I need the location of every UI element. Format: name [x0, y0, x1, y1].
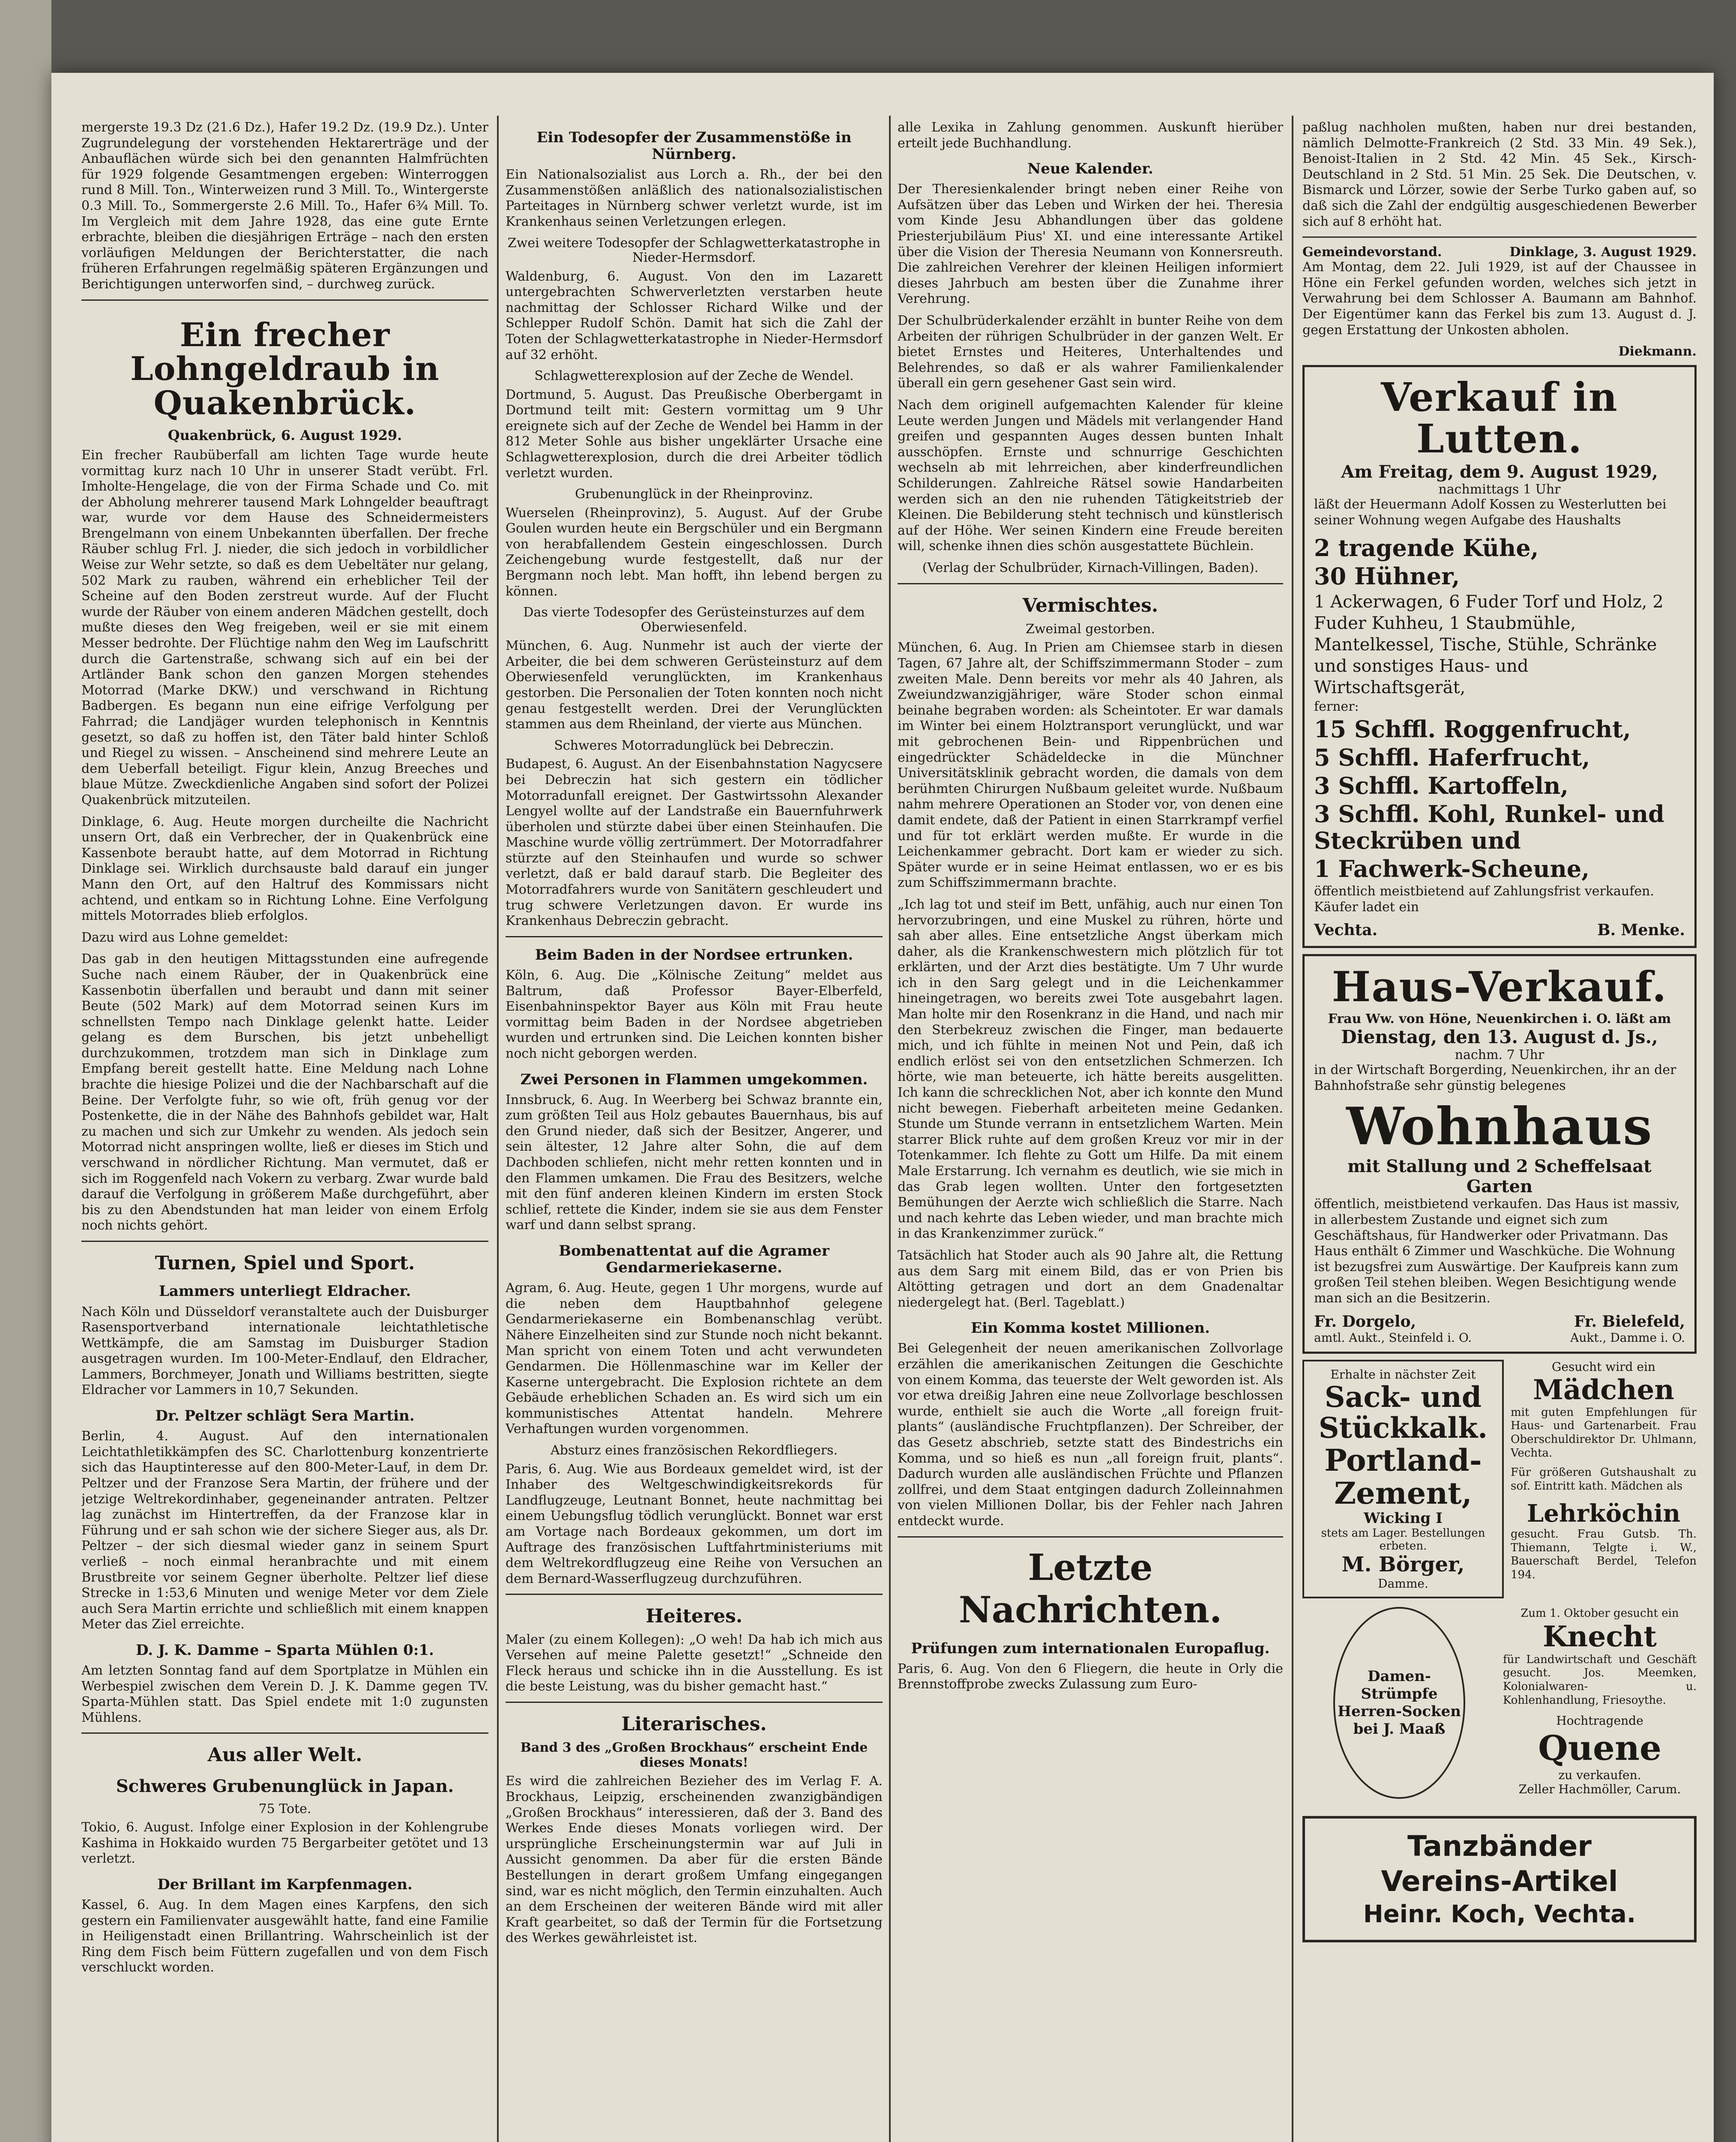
- ad-signature-row-2: [1314, 1331, 1685, 1345]
- subheading: Zweimal gestorben.: [1026, 621, 1155, 637]
- article-paragraph: Innsbruck, 6. Aug. In Weerberg bei Schwaz brannte ein, zum größten Teil aus Holz gebautes Bauernhaus, bis auf den Grund nieder, daß sich der Besitzer, Angerer, und sein ältester, 12 Jahre alter Sohn, die auf dem Dachboden schliefen, nicht mehr retten konnten und in den Flammen umkamen. Die Frau des Besitzers, welche mit den fünf anderen kleinen Kindern im ersten Stock schlief, rettete die Kinder, indem sie sie aus dem Fenster warf und dann selbst sprang.: [506, 1092, 883, 1233]
- ad-title: Quene: [1538, 1727, 1661, 1768]
- subheading: Schweres Grubenunglück in Japan.: [116, 1776, 454, 1796]
- article-paragraph: Das gab in den heutigen Mittagsstunden eine aufregende Suche nach einem Räuber, der in Quakenbrück eine Kassenbotin überfallen und beraubt und dann mit seiner Beute (502 Mark) auf dem Motorrad seinen Kurs im schnellsten Tempo nach Dinklage gelenkt hatte. Leider gelang es dem Burschen, bis jetzt unbehelligt durchzukommen, trotzdem man sich in Dinklage zum Empfang bereit gestellt hatte. Eine Meldung nach Lohne brachte die hiesige Polizei und die der Nachbarschaft auf die Beine. Der Verfolgte fuhr, so wie oft, früh genug vor der Postenkette, die in der Nähe des Bahnhofs gebildet war, Halt zu machen und sich zur Umkehr zu wenden. Als jedoch sein Motorrad nicht anspringen wollte, ließ er dieses im Stich und verschwand in nördlicher Richtung. Man vermutet, daß er sich im Roggenfeld nach Vokern zu verbarg. Zwar wurde bald darauf die Verfolgung in größerem Maße durchgeführt, aber bis zu den Abendstunden hat man leider von einem Erfolg noch nichts gehört.: [81, 951, 488, 1233]
- ad-big-word: Wohnhaus: [1346, 1096, 1653, 1157]
- ad-text: Erhalte in nächster Zeit: [1330, 1367, 1476, 1382]
- subheading: Das vierte Todesopfer des Gerüsteinsturzes auf dem Oberwiesenfeld.: [523, 605, 865, 635]
- ad-ferner: ferner:: [1314, 699, 1359, 714]
- dateline: Quakenbrück, 6. August 1929.: [168, 427, 402, 443]
- ad-date: Am Freitag, dem 9. August 1929,: [1341, 462, 1658, 482]
- ad-text: Zum 1. Oktober gesucht ein: [1520, 1606, 1679, 1620]
- ad-signer: Heinr. Koch, Vechta.: [1363, 1900, 1636, 1928]
- article-paragraph: München, 6. Aug. In Prien am Chiemsee starb in diesen Tagen, 67 Jahre alt, der Schiffszimmermann Stoder – zum zweiten Male. Denn bereits vor mehr als 40 Jahren, als Zweiundzwanzigjähriger, wäre Stoder schon einmal beinahe begraben worden: als Scheintoter. Er war damals im Winter bei einem Holztransport verunglückt, und war mit gebrochenen Bein- und Rippenbrüchen und eingedrückter Schädeldecke in die Münchner Universitätsklinik gebracht worden, die damals von dem berühmten Chirurgen Nußbaum geleitet wurde. Nußbaum nahm mehrere Operationen an Stoder vor, von denen eine damit endete, daß der Patient in einen Starrkrampf verfiel und für tot erklärt werden mußte. Er wurde in die Leichenkammer gebracht. Dort kam er wieder zu sich. Später wurde er in seine Heimat entlassen, wo er es bis zum Schiffszimmermann brachte.: [898, 640, 1283, 891]
- article-paragraph: Dinklage, 6. Aug. Heute morgen durcheilte die Nachricht unsern Ort, daß ein Verbrecher, der in Quakenbrück eine Kassenbote beraubt hatte, auf dem Motorrad in Richtung Dinklage sei. Wirklich durchsauste bald darauf ein junger Mann den Ort, auf den Haltruf des Kommissars nicht achtend, und entkam so in Richtung Lohne. Eine Verfolgung mittels Motorrades blieb erfolglos.: [81, 814, 488, 924]
- ad-text: Für größeren Gutshaushalt zu sof. Eintritt kath. Mädchen als: [1511, 1466, 1697, 1493]
- subheading: Lammers unterliegt Eldracher.: [159, 1283, 411, 1300]
- ad-text: Damen-Strümpfe: [1361, 1668, 1438, 1702]
- subheading: Absturz eines französischen Rekordfliegers.: [550, 1443, 838, 1458]
- section-heading-welt: Aus aller Welt.: [207, 1744, 362, 1766]
- article-paragraph: Berlin, 4. August. Auf den internationalen Leichtathletikkämpfen des SC. Charlottenburg konzentrierte sich das Hauptinteresse auf den 800-Meter-Lauf, in dem Dr. Peltzer und der Franzose Sera Martin, der frühere und der jetzige Weltrekordinhaber, gegeneinander antraten. Peltzer lag zunächst im Hintertreffen, da der Franzose klar in Führung und er sah schon wie der sichere Sieger aus, als Dr. Peltzer – der sich diesmal wieder ganz in seinem Spurt verließ – noch einmal heranbrachte und mit einem Brustbreite vor seinem Gegner überholte. Peltzer lief diese Strecke in 1:53,6 Minuten und wenige Meter vor dem Ziele auch Sera Martin errichte und schließlich mit einem knappen Meter das Ziel erreichte.: [81, 1429, 488, 1632]
- ad-place: Damme.: [1378, 1576, 1428, 1591]
- subheading: Neue Kalender.: [1027, 160, 1153, 178]
- ad-time: nachmittags 1 Uhr: [1438, 482, 1561, 497]
- headline-lohngeldraub: Ein frecher Lohngeldraub in Quakenbrück.: [130, 315, 440, 422]
- intro-text: mergerste 19.3 Dz (21.6 Dz.), Hafer 19.2 Dz. (19.9 Dz.). Unter Zugrundelegung der vorstehenden Hektarerträge und der Anbauflächen würde sich bei den genannten Halmfrüchten für 1929 folgende Gesamtmengen ergeben: Winterroggen rund 8 Mill. Ton., Winterweizen rund 3 Mill. To., Wintergerste 0.3 Mill. To., Sommergerste 2.6 Mill. To., Hafer 6¾ Mill. To. Im Vergleich mit dem Jahre 1928, das eine gute Ernte erbrachte, bleiben die diesjährigen Erträge – nach den ersten vorläufigen Meldungen der Berichterstatter, die nach früheren Erfahrungen regelmäßig späteren Ergänzungen und Berichtigungen unterworfen sind, – durchweg zurück.: [81, 120, 488, 292]
- ad-intro: läßt der Heuermann Adolf Kossen zu Westerlutten bei seiner Wohnung wegen Aufgabe des Haushalts: [1314, 497, 1667, 528]
- ad-text: für Landwirtschaft und Geschäft gesucht. Jos. Meemken, Kolonialwaren- u. Kohlenhandlung, Friesoythe.: [1503, 1653, 1697, 1707]
- section-heading-sport: Turnen, Spiel und Sport.: [155, 1252, 415, 1274]
- article-paragraph: „Ich lag tot und steif im Bett, unfähig, auch nur einen Ton hervorzubringen, und eine Muskel zu rühren, hörte und sah aber alles. Eine entsetzliche Angst überkam mich daher, als die Krankenschwestern mich plötzlich für tot erklärten, und der Arzt dies bestätigte. Um 7 Uhr wurde ich in den Sarg gelegt und in die Leichenkammer hineingetragen, wo bereits zwei Tote ausgebahrt lagen. Man holte mir den Rosenkranz in die Hand, und nach mir den Sterbekreuz zwischen die Finger, man bedauerte mich, und ich fühlte in meinen Not und Pein, daß ich endlich erlöst sei von den entsetzlichen Schmerzen. Ich hörte, wie man beteuerte, ich hätte bereits ausgelitten. Ich kann die schrecklichen Not, aber ich konnte den Mund nicht bewegen. Fieberhaft arbeiteten meine Gedanken. Stunde um Stunde verrann in entsetzlichem Warten. Mein starrer Blick ruhte auf dem großen Kreuz vor mir in der Totenkammer. Ich flehte zu Gott um Hilfe. Da mit einem Male Erstarrung. Ich vernahm es deutlich, wie sie mich in das Grab legen wollten. Unter den fortgesetzten Bemühungen der Aerzte wich schließlich die Starre. Nach und nach kehrte das Leben wieder, und man brachte mich in das Krankenzimmer zurück.“: [898, 897, 1283, 1242]
- ad-item: 3 Schffl. Kartoffeln,: [1314, 772, 1568, 799]
- section-heading-heiteres: Heiteres.: [646, 1605, 742, 1627]
- column-2: [506, 120, 883, 1952]
- ad-item: 1 Fachwerk-Scheune,: [1314, 855, 1589, 883]
- ad-title: Haus-Verkauf.: [1332, 963, 1667, 1011]
- ad-oval-frame: [1333, 1607, 1465, 1799]
- ad-title: Portland-Zement,: [1324, 1442, 1482, 1511]
- ad-text: stets am Lager. Bestellungen erbeten.: [1321, 1526, 1485, 1553]
- ad-haus-verkauf: [1302, 954, 1697, 1353]
- section-heading-letzte-nachrichten: Letzte Nachrichten.: [958, 1546, 1222, 1631]
- article-paragraph: Agram, 6. Aug. Heute, gegen 1 Uhr morgens, wurde auf die neben dem Hauptbahnhof gelegene Gendarmeriekaserne ein Bombenanschlag verübt. Nähere Einzelheiten sind zur Stunde noch nicht bekannt. Man spricht von einem Toten und acht verwundeten Gendarmen. Die Höllenmaschine war im Keller der Kaserne untergebracht. Die Explosion richtete an dem Gebäude erheblichen Schaden an. Es wird sich um ein kommunistisches Attentat handeln. Mehrere Verhaftungen wurden vorgenommen.: [506, 1280, 883, 1437]
- ad-signer: Zeller Hachmöller, Carum.: [1518, 1782, 1681, 1796]
- divider: [81, 1732, 488, 1734]
- small-ads-row-2: [1302, 1607, 1697, 1799]
- ad-signer: B. Menke.: [1597, 921, 1685, 939]
- subheading: Band 3 des „Großen Brockhaus“ erscheint Ende dieses Monats!: [520, 1740, 868, 1770]
- article-paragraph: paßlug nachholen mußten, haben nur drei bestanden, nämlich Delmotte-Frankreich (2 Std. 33 Min. 49 Sek.), Benoist-Italien in 2 Std. 42 Min. 45 Sek., Kirsch-Deutschland in 2 Std. 51 Min. 25 Sek. Die Deutschen, v. Bismarck und Lörzer, sowie der Serbe Turko gaben auf, so daß sich die Zahl der endgültig ausgeschiedenen Bewerber sich auf 8 erhöht hat.: [1302, 120, 1697, 229]
- ad-signer-1: Fr. Dorgelo,: [1314, 1312, 1416, 1331]
- subheading: Ein Komma kostet Millionen.: [971, 1319, 1210, 1337]
- column-1: [81, 120, 488, 1982]
- ad-item: 1 Ackerwagen, 6 Fuder Torf und Holz, 2 Fuder Kuhheu, 1 Staubmühle, Mantelkessel, Tische, Stühle, Schränke und sonstiges Haus- und Wirtschaftsgerät,: [1314, 592, 1664, 697]
- subheading: Schweres Motorradunglück bei Debreczin.: [554, 738, 834, 753]
- article-paragraph: Paris, 6. Aug. Von den 6 Fliegern, die heute in Orly die Brennstoffprobe zwecks Zulassung zum Euro-: [898, 1661, 1283, 1692]
- article-paragraph: Nach Köln und Düsseldorf veranstaltete auch der Duisburger Rasensportverband internationale leichtathletische Wettkämpfe, die am Samstag im Duisburger Stadion ausgetragen wurden. Im 100-Meter-Endlauf, den Eldracher, Lammers, Borchmeyer, Jonath und Williams bestritten, siegte Eldracher vor Lammers in 10,7 Sekunden.: [81, 1304, 488, 1398]
- ad-text: bei J. Maaß: [1353, 1720, 1446, 1738]
- ad-footer: öffentlich meistbietend auf Zahlungsfrist verkaufen. Käufer ladet ein: [1314, 884, 1654, 915]
- divider: [898, 583, 1283, 584]
- ad-text: zu verkaufen.: [1558, 1768, 1641, 1782]
- ad-signer: M. Börger,: [1341, 1552, 1465, 1577]
- newspaper-page: [51, 73, 1714, 2142]
- article-paragraph: Budapest, 6. August. An der Eisenbahnstation Nagycsere bei Debreczin hat sich gestern ein tödlicher Motorradunfall ereignet. Der Gastwirtssohn Alexander Lengyel wollte auf der Landstraße ein Bauernfuhrwerk überholen und stürzte dabei über einen Steinhaufen. Die Maschine wurde völlig zertrümmert. Der Motorradfahrer stürzte auf den Steinhaufen und wurde so schwer verletzt, daß er bald darauf starb. Die Begleiter des Motorradfahrers wurde von Sanitätern geschleudert und trug schwere Verletzungen davon. Er wurde ins Krankenhaus Debreczin gebracht.: [506, 757, 883, 929]
- adjacent-page-edge: [0, 0, 51, 2142]
- ad-title: Mädchen: [1533, 1373, 1674, 1406]
- article-paragraph: Paris, 6. Aug. Wie aus Bordeaux gemeldet wird, ist der Inhaber des Weltgeschwindigkeitsrekords für Landflugzeuge, Leutnant Bonnet, heute nachmittag bei einem Uebungsflug tödlich verunglückt. Bonnet war erst am Vortage nach Bordeaux gekommen, um dort im Auftrage des französischen Luftfahrtministeriums mit dem Weltrekordflugzeug eine Reihe von Versuchen an dem Bernard-Wasserflugzeug durchzuführen.: [506, 1461, 883, 1586]
- column-4: [1302, 120, 1697, 1942]
- ad-text: Hochtragende: [1556, 1713, 1643, 1728]
- notice-body: Am Montag, dem 22. Juli 1929, ist auf der Chaussee in Höne ein Ferkel gefunden worden, welches sich jetzt in Verwahrung bei dem Schlosser A. Baumann am Bahnhof. Der Eigentümer kann das Ferkel bis zum 13. August d. J. gegen Erstattung der Unkosten abholen.: [1302, 260, 1697, 338]
- ad-signature-row: [1314, 921, 1685, 939]
- ad-knecht-quene: [1503, 1607, 1697, 1799]
- article-paragraph: Köln, 6. Aug. Die „Kölnische Zeitung“ meldet aus Baltrum, daß Professor Bayer-Elberfeld, Eisenbahninspektor Bayer aus Köln mit Frau heute vormittag beim Baden in der Nordsee abgetrieben wurden und ertrunken sind. Die Leichen konnten bisher noch nicht geborgen werden.: [506, 967, 883, 1061]
- notice-authority: Gemeindevorstand.: [1302, 245, 1442, 260]
- ad-item: 30 Hühner,: [1314, 562, 1460, 590]
- ad-signer-2-title: Aukt., Damme i. O.: [1570, 1330, 1685, 1345]
- ad-signature-row: [1314, 1313, 1685, 1331]
- divider: [81, 299, 488, 301]
- ad-strumpfe: [1302, 1607, 1496, 1799]
- ad-item: 3 Schffl. Kohl, Runkel- und Steckrüben und: [1314, 800, 1664, 855]
- ad-title: Sack- und Stückkalk.: [1318, 1380, 1488, 1445]
- notice-header: [1302, 245, 1697, 260]
- small-ads-row: [1302, 1360, 1697, 1598]
- ad-item: 5 Schffl. Haferfrucht,: [1314, 743, 1590, 771]
- subheading: Zwei weitere Todesopfer der Schlagwetterkatastrophe in Nieder-Hermsdorf.: [507, 235, 881, 266]
- ad-signer-2: Fr. Bielefeld,: [1574, 1312, 1685, 1331]
- article-paragraph: Der Theresienkalender bringt neben einer Reihe von Aufsätzen über das Leben und Wirken der hei. Theresia vom Kinde Jesu Abhandlungen über das goldene Priesterjubiläum Pius' XI. und eine interessante Artikel über die Vision der Theresia Neumann von Konnersreuth. Die zahlreichen Verehrer der kleinen Heiligen informiert dieses Jahrbuch am besten über die Zunahme ihrer Verehrung.: [898, 182, 1283, 307]
- article-paragraph: (Verlag der Schulbrüder, Kirnach-Villingen, Baden).: [922, 560, 1259, 575]
- article-paragraph: Ein frecher Raubüberfall am lichten Tage wurde heute vormittag kurz nach 10 Uhr in unserer Stadt verübt. Frl. Imholte-Hengelage, die von der Firma Schade und Co. mit der Abholung mehrerer tausend Mark Lohngelder beauftragt war, wurde vor dem Hause des Schneidermeisters Brengelmann von einem Unbekannten überfallen. Der freche Räuber schlug Frl. J. nieder, die sich jedoch in vorbildlicher Weise zur Wehr setzte, so daß es dem Uebeltäter nur gelang, 502 Mark zu rauben, während ein erheblicher Teil der Scheine auf den Boden zerstreut wurde. Auf der Flucht wurde der Räuber von einem anderen Mädchen gestellt, doch mußte dieses den Weg freigeben, weil er sie mit einem Messer bedrohte. Der Flüchtige nahm den Weg im Laufschritt durch die Gartenstraße, schwang sich auf ein bei der Artländer Bank schon den ganzen Morgen stehendes Motorrad (Marke DKW.) und verschwand in Richtung Badbergen. Es begann nun eine eifrige Verfolgung per Fahrrad; die Landjäger wurden telephonisch in Kenntnis gesetzt, so daß zu hoffen ist, den Täter bald hinter Schloß und Riegel zu wissen. – Anscheinend sind mehrere Leute an dem Ueberfall beteiligt. Figur klein, Anzug Breeches und blaue Mütze. Zweckdienliche Angaben sind sofort der Polizei Quakenbrück mitzuteilen.: [81, 447, 488, 808]
- article-paragraph: Kassel, 6. Aug. In dem Magen eines Karpfens, den sich gestern ein Familienvater ausgewählt hatte, fand eine Familie in Heiligenstadt einen Brillantring. Wahrscheinlich ist der Ring dem Fisch beim Füttern zugefallen und von dem Fisch verschluckt worden.: [81, 1897, 488, 1975]
- ad-kalk-zement: [1302, 1360, 1504, 1598]
- divider: [1302, 236, 1697, 238]
- ad-title: Lehrköchin: [1526, 1499, 1681, 1528]
- subheading: Zwei Personen in Flammen umgekommen.: [520, 1071, 868, 1088]
- article-paragraph: Dortmund, 5. August. Das Preußische Oberbergamt in Dortmund teilt mit: Gestern vormittag um 9 Uhr ereignete sich auf der Zeche de Wendel bei Hamm in der 812 Meter Sohle aus bisher ungeklärter Ursache eine Schlagwetterexplosion, durch die drei Arbeiter tödlich verletzt wurden.: [506, 387, 883, 481]
- ad-place: Vechta.: [1314, 921, 1378, 939]
- ad-title: Vereins-Artikel: [1381, 1865, 1618, 1898]
- ad-place-text: in der Wirtschaft Borgerding, Neuenkirchen, ihr an der Bahnhofstraße sehr günstig belegenes: [1314, 1062, 1676, 1093]
- article-paragraph: Wuerselen (Rheinprovinz), 5. August. Auf der Grube Goulen wurden heute ein Bergschüler und ein Bergmann von herabfallendem Gestein eingeschlossen. Durch Zeichengebung wurde festgestellt, daß nur der Bergmann noch lebt. Man hofft, ihn lebend bergen zu können.: [506, 505, 883, 599]
- ad-text: Gesucht wird ein: [1552, 1359, 1655, 1374]
- divider: [506, 936, 883, 937]
- ad-title: Knecht: [1543, 1619, 1657, 1653]
- subheading: Prüfungen zum internationalen Europaflug.: [911, 1639, 1270, 1657]
- column-rule: [889, 116, 891, 2142]
- column-rule: [1292, 116, 1293, 2142]
- article-paragraph: Bei Gelegenheit der neuen amerikanischen Zollvorlage erzählen die amerikanischen Zeitungen die Geschichte von einem Komma, das teuerste der Welt geworden ist. Als vor etwa dreißig Jahren eine neue Zollvorlage beschlossen wurde, enthielt sie auch die Worte „all foreign fruit-plants“ (ausländische Fruchtpflanzen). Der Schreiber, der das Gesetz abschrieb, setzte statt des Bindestrichs ein Komma, und so hieß es nun „all foreign fruit, plants“. Dadurch wurden alle ausländischen Früchte und Pflanzen zollfrei, und dem Staat entgingen dadurch Zolleinnahmen von vielen Millionen Dollar, bis der Fehler nach Jahren entdeckt wurde.: [898, 1341, 1283, 1529]
- ad-text: gesucht. Frau Gutsb. Th. Thiemann, Telgte i. W., Bauerschaft Berdel, Telefon 194.: [1511, 1527, 1697, 1582]
- divider: [506, 1702, 883, 1703]
- article-paragraph: Maler (zu einem Kollegen): „O weh! Da hab ich mich aus Versehen auf meine Palette gesetzt!“ „Schneide den Fleck heraus und schicke ihn in die Ausstellung. Es ist die beste Leistung, was du bisher gemacht hast.“: [506, 1632, 883, 1694]
- subheading: Bombenattentat auf die Agramer Gendarmeriekaserne.: [559, 1242, 829, 1277]
- article-paragraph: Waldenburg, 6. August. Von den im Lazarett untergebrachten Schwerverletzten verstarben heute nachmittag der Schlosser Richard Wilke und der Schlepper Rudolf Schön. Damit hat sich die Zahl der Toten der Schlagwetterkatastrophe in Nieder-Hermsdorf auf 32 erhöht.: [506, 269, 883, 362]
- column-3: [898, 120, 1283, 1699]
- article-paragraph: Es wird die zahlreichen Bezieher des im Verlag F. A. Brockhaus, Leipzig, erscheinenden zwanzigbändigen „Großen Brockhaus“ interessieren, daß der 3. Band des Werkes Ende dieses Monats vorliegen wird. Der ursprüngliche Erscheinungstermin war auf Juli in Aussicht genommen. Da aber für die ersten Bände Bestellungen in derart großem Umfang eingegangen sind, war es nicht möglich, den Termin einzuhalten. Auch an dem Erscheinen der weiteren Bände wird mit aller Kraft gearbeitet, so daß der Termin für die Fortsetzung des Werkes gewährleistet ist.: [506, 1774, 883, 1946]
- subheading: 75 Tote.: [258, 1801, 311, 1816]
- divider: [81, 1241, 488, 1242]
- article-paragraph: Ein Nationalsozialist aus Lorch a. Rh., der bei den Zusammenstößen anläßlich des nationalsozialistischen Parteitages in Nürnberg schwer verletzt wurde, ist im Krankenhaus seinen Verletzungen erlegen.: [506, 167, 883, 229]
- ad-tanzbaender: [1302, 1816, 1697, 1942]
- subheading: Dr. Peltzer schlägt Sera Martin.: [155, 1407, 415, 1425]
- ad-title: Verkauf in Lutten.: [1381, 374, 1618, 462]
- article-paragraph: Tatsächlich hat Stoder auch als 90 Jahre alt, die Rettung aus dem Sarg mit einem Bild, das er von Prien bis Altötting getragen und dort an dem Gnadenaltar niedergelegt hat. (Berl. Tageblatt.): [898, 1248, 1283, 1310]
- section-heading-vermischtes: Vermischtes.: [1022, 594, 1158, 616]
- ad-item: 15 Schffl. Roggenfrucht,: [1314, 715, 1631, 743]
- notice-signature: Diekmann.: [1618, 344, 1697, 359]
- article-paragraph: Am letzten Sonntag fand auf dem Sportplatze in Mühlen ein Werbespiel zwischen dem Verein D. J. K. Damme gegen TV. Sparta-Mühlen statt. Das Spiel endete mit 1:0 zugunsten Mühlens.: [81, 1663, 488, 1725]
- ad-signer-1-title: amtl. Aukt., Steinfeld i. O.: [1314, 1330, 1472, 1345]
- subheading: Grubenunglück in der Rheinprovinz.: [575, 487, 813, 502]
- subheading: D. J. K. Damme – Sparta Mühlen 0:1.: [136, 1641, 434, 1659]
- ad-verkauf-lutten: [1302, 365, 1697, 948]
- article-paragraph: alle Lexika in Zahlung genommen. Auskunft hierüber erteilt jede Buchhandlung.: [898, 120, 1283, 151]
- ad-time: nachm. 7 Uhr: [1455, 1047, 1544, 1063]
- divider: [506, 1594, 883, 1595]
- ad-stellen: [1511, 1360, 1697, 1598]
- ad-body: öffentlich, meistbietend verkaufen. Das Haus ist massiv, in allerbestem Zustande und eignet sich zum Geschäftshaus, für Handwerker oder Privatmann. Das Haus enthält 6 Zimmer und Waschküche. Die Wohnung ist bezugsfrei zum Auswärtige. Der Kaufpreis kann zum großen Teil stehen bleiben. Wegen Besichtigung wende man sich an die Besitzerin.: [1314, 1197, 1680, 1306]
- article-paragraph: Nach dem originell aufgemachten Kalender für kleine Leute werden Jungen und Mädels mit verlangender Hand greifen und gespannten Auges dessen bunten Inhalt ausschöpfen. Ernste und schnurrige Geschichten wechseln ab mit lehrreichen, aber kinderfreundlichen Schilderungen. Zahlreiche Rätsel sowie Handarbeiten werden sich an den nie ruhenden Tätigkeitstrieb der Kleinen. Die Bebilderung steht technisch und künstlerisch auf der Höhe. Wer seinen Kindern eine Freude bereiten will, schenke ihnen dies schön ausgestattete Büchlein.: [898, 398, 1283, 554]
- subheading: Beim Baden in der Nordsee ertrunken.: [535, 946, 853, 963]
- subheading: Der Brillant im Karpfenmagen.: [157, 1876, 413, 1894]
- section-heading-literarisches: Literarisches.: [621, 1713, 767, 1735]
- subheading: Schlagwetterexplosion auf der Zeche de Wendel.: [534, 368, 854, 384]
- divider: [898, 1536, 1283, 1538]
- article-paragraph: Dazu wird aus Lohne gemeldet:: [81, 930, 288, 945]
- ad-intro: Frau Ww. von Höne, Neuenkirchen i. O. läßt am: [1328, 1011, 1671, 1027]
- column-rule: [497, 116, 499, 2142]
- article-paragraph: Tokio, 6. August. Infolge einer Explosion in der Kohlengrube Kashima in Hokkaido wurden 75 Bergarbeiter getötet und 13 verletzt.: [81, 1820, 488, 1867]
- ad-text: Herren-Socken: [1338, 1702, 1461, 1720]
- ad-date: Dienstag, den 13. August d. Js.,: [1341, 1026, 1658, 1048]
- ad-title: Tanzbänder: [1407, 1829, 1592, 1863]
- ad-item: 2 tragende Kühe,: [1314, 534, 1539, 562]
- ad-text: Wicking I: [1364, 1509, 1443, 1527]
- article-paragraph: Der Schulbrüderkalender erzählt in bunter Reihe von dem Arbeiten der rührigen Schulbrüder in der ganzen Welt. Er bietet Ernstes und Heiteres, Unterhaltendes und Belehrendes, so daß er als wahrer Familienkalender überall ein gern gesehener Gast sein wird.: [898, 313, 1283, 391]
- ad-text: mit guten Empfehlungen für Haus- und Gartenarbeit. Frau Oberschuldirektor Dr. Uhlmann, Vechta.: [1511, 1406, 1697, 1460]
- ad-subtitle: mit Stallung und 2 Scheffelsaat Garten: [1347, 1156, 1652, 1197]
- article-paragraph: München, 6. Aug. Nunmehr ist auch der vierte der Arbeiter, die bei dem schweren Gerüsteinsturz auf dem Oberwiesenfeld verunglückten, im Krankenhaus gestorben. Die Personalien der Toten konnten noch nicht genau festgestellt werden. Drei der Verunglückten stammen aus dem Rheinland, der vierte aus München.: [506, 638, 883, 732]
- subheading: Ein Todesopfer der Zusammenstöße in Nürnberg.: [536, 129, 852, 163]
- notice-place-date: Dinklage, 3. August 1929.: [1509, 245, 1697, 260]
